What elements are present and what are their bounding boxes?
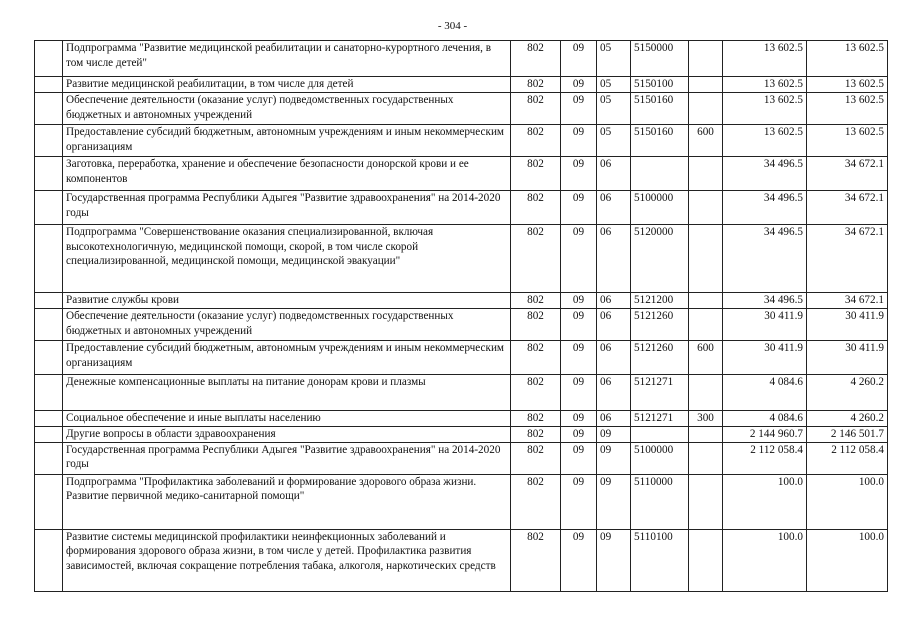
row-section-code: 09 (561, 125, 597, 157)
row-ved-code: 802 (511, 125, 561, 157)
table-row (35, 93, 888, 125)
row-ved-code: 802 (511, 427, 561, 443)
row-section-code: 09 (561, 341, 597, 375)
table-row (35, 375, 888, 411)
row-sum-year1: 34 496.5 (723, 293, 807, 309)
row-blank-cell (35, 157, 63, 191)
row-expense-type (689, 427, 723, 443)
row-blank-cell (35, 93, 63, 125)
row-blank-cell (35, 411, 63, 427)
row-sum-year1: 2 144 960.7 (723, 427, 807, 443)
table-row (35, 474, 888, 529)
row-target-article: 5121260 (631, 309, 689, 341)
row-name: Государственная программа Республики Адыгея "Развитие здравоохранения" на 2014-2020 годы (63, 442, 511, 474)
row-blank-cell (35, 77, 63, 93)
row-ved-code: 802 (511, 293, 561, 309)
row-expense-type (689, 41, 723, 77)
row-sum-year2: 34 672.1 (807, 191, 888, 225)
row-sum-year2: 4 260.2 (807, 375, 888, 411)
row-target-article: 5110100 (631, 529, 689, 591)
table-row (35, 427, 888, 443)
row-expense-type (689, 191, 723, 225)
row-sum-year2: 34 672.1 (807, 157, 888, 191)
row-expense-type: 300 (689, 411, 723, 427)
row-target-article (631, 157, 689, 191)
row-target-article: 5100000 (631, 442, 689, 474)
row-sum-year2: 34 672.1 (807, 225, 888, 293)
row-sum-year1: 13 602.5 (723, 41, 807, 77)
row-blank-cell (35, 191, 63, 225)
table-row (35, 191, 888, 225)
table-row (35, 225, 888, 293)
row-subsection-code: 05 (597, 125, 631, 157)
table-row (35, 293, 888, 309)
row-sum-year2: 2 146 501.7 (807, 427, 888, 443)
row-target-article: 5121200 (631, 293, 689, 309)
row-sum-year2: 2 112 058.4 (807, 442, 888, 474)
row-ved-code: 802 (511, 225, 561, 293)
row-subsection-code: 09 (597, 529, 631, 591)
row-ved-code: 802 (511, 375, 561, 411)
row-target-article: 5121260 (631, 341, 689, 375)
table-row (35, 341, 888, 375)
row-name: Предоставление субсидий бюджетным, автономным учреждениям и иным некоммерческим организациям (63, 341, 511, 375)
row-section-code: 09 (561, 411, 597, 427)
row-blank-cell (35, 41, 63, 77)
row-sum-year1: 13 602.5 (723, 77, 807, 93)
row-sum-year2: 30 411.9 (807, 309, 888, 341)
row-sum-year2: 13 602.5 (807, 41, 888, 77)
row-subsection-code: 06 (597, 411, 631, 427)
row-subsection-code: 06 (597, 157, 631, 191)
row-ved-code: 802 (511, 529, 561, 591)
budget-table (34, 40, 888, 592)
row-expense-type (689, 375, 723, 411)
row-sum-year1: 4 084.6 (723, 411, 807, 427)
row-sum-year2: 34 672.1 (807, 293, 888, 309)
row-section-code: 09 (561, 293, 597, 309)
row-expense-type (689, 93, 723, 125)
row-name: Подпрограмма "Профилактика заболеваний и формирование здорового образа жизни. Развитие первичной медико-санитарной помощи" (63, 474, 511, 529)
row-section-code: 09 (561, 225, 597, 293)
row-name: Подпрограмма "Развитие медицинской реабилитации и санаторно-курортного лечения, в том числе детей" (63, 41, 511, 77)
row-subsection-code: 05 (597, 93, 631, 125)
row-blank-cell (35, 529, 63, 591)
row-sum-year1: 34 496.5 (723, 157, 807, 191)
table-body (35, 41, 888, 592)
row-section-code: 09 (561, 427, 597, 443)
row-expense-type (689, 293, 723, 309)
row-section-code: 09 (561, 474, 597, 529)
row-blank-cell (35, 293, 63, 309)
row-target-article: 5121271 (631, 375, 689, 411)
table-row (35, 442, 888, 474)
page-number: - 304 - (437, 20, 468, 32)
row-section-code: 09 (561, 191, 597, 225)
row-sum-year2: 13 602.5 (807, 93, 888, 125)
row-name: Развитие системы медицинской профилактики неинфекционных заболеваний и формирования здорового образа жизни, в том числе у детей. Профилактика развития зависимостей, включая сокращение потребления табака, алкоголя, наркотических средств (63, 529, 511, 591)
row-target-article: 5150160 (631, 93, 689, 125)
row-subsection-code: 09 (597, 442, 631, 474)
row-ved-code: 802 (511, 442, 561, 474)
row-blank-cell (35, 442, 63, 474)
row-blank-cell (35, 225, 63, 293)
row-section-code: 09 (561, 375, 597, 411)
row-blank-cell (35, 375, 63, 411)
row-expense-type (689, 225, 723, 293)
table-row (35, 41, 888, 77)
row-name: Развитие медицинской реабилитации, в том числе для детей (63, 77, 511, 93)
row-name: Денежные компенсационные выплаты на питание донорам крови и плазмы (63, 375, 511, 411)
row-sum-year2: 30 411.9 (807, 341, 888, 375)
row-name: Социальное обеспечение и иные выплаты населению (63, 411, 511, 427)
row-name: Другие вопросы в области здравоохранения (63, 427, 511, 443)
row-ved-code: 802 (511, 474, 561, 529)
row-target-article: 5121271 (631, 411, 689, 427)
row-subsection-code: 06 (597, 225, 631, 293)
row-target-article: 5110000 (631, 474, 689, 529)
row-ved-code: 802 (511, 411, 561, 427)
row-sum-year2: 4 260.2 (807, 411, 888, 427)
row-expense-type (689, 474, 723, 529)
row-ved-code: 802 (511, 41, 561, 77)
row-expense-type (689, 442, 723, 474)
row-expense-type: 600 (689, 125, 723, 157)
row-subsection-code: 06 (597, 375, 631, 411)
row-section-code: 09 (561, 442, 597, 474)
row-sum-year1: 30 411.9 (723, 309, 807, 341)
row-name: Заготовка, переработка, хранение и обеспечение безопасности донорской крови и ее компонентов (63, 157, 511, 191)
row-name: Предоставление субсидий бюджетным, автономным учреждениям и иным некоммерческим организациям (63, 125, 511, 157)
row-ved-code: 802 (511, 341, 561, 375)
table-row (35, 411, 888, 427)
row-subsection-code: 06 (597, 191, 631, 225)
row-sum-year1: 100.0 (723, 529, 807, 591)
row-sum-year1: 13 602.5 (723, 125, 807, 157)
row-target-article: 5120000 (631, 225, 689, 293)
row-name: Подпрограмма "Совершенствование оказания специализированной, включая высокотехнологичную, медицинской помощи, скорой, в том числе скорой специализированной, медицинской помощи, медицинской эвакуации" (63, 225, 511, 293)
table-row (35, 529, 888, 591)
row-target-article: 5150160 (631, 125, 689, 157)
row-target-article: 5100000 (631, 191, 689, 225)
table-row (35, 77, 888, 93)
row-section-code: 09 (561, 157, 597, 191)
row-sum-year1: 34 496.5 (723, 225, 807, 293)
row-expense-type (689, 77, 723, 93)
row-subsection-code: 05 (597, 77, 631, 93)
row-sum-year1: 13 602.5 (723, 93, 807, 125)
row-blank-cell (35, 427, 63, 443)
row-ved-code: 802 (511, 309, 561, 341)
row-sum-year2: 100.0 (807, 529, 888, 591)
row-section-code: 09 (561, 529, 597, 591)
row-sum-year1: 30 411.9 (723, 341, 807, 375)
row-name: Обеспечение деятельности (оказание услуг) подведомственных государственных бюджетных и автономных учреждений (63, 309, 511, 341)
row-name: Развитие службы крови (63, 293, 511, 309)
row-name: Государственная программа Республики Адыгея "Развитие здравоохранения" на 2014-2020 годы (63, 191, 511, 225)
table-row (35, 157, 888, 191)
row-subsection-code: 05 (597, 41, 631, 77)
row-blank-cell (35, 341, 63, 375)
row-ved-code: 802 (511, 191, 561, 225)
row-blank-cell (35, 309, 63, 341)
row-expense-type (689, 309, 723, 341)
table-row (35, 309, 888, 341)
row-sum-year1: 100.0 (723, 474, 807, 529)
row-name: Обеспечение деятельности (оказание услуг) подведомственных государственных бюджетных и автономных учреждений (63, 93, 511, 125)
row-section-code: 09 (561, 41, 597, 77)
row-sum-year2: 13 602.5 (807, 77, 888, 93)
table-row (35, 125, 888, 157)
row-section-code: 09 (561, 309, 597, 341)
row-target-article: 5150100 (631, 77, 689, 93)
row-sum-year1: 2 112 058.4 (723, 442, 807, 474)
row-expense-type: 600 (689, 341, 723, 375)
row-subsection-code: 06 (597, 309, 631, 341)
row-sum-year1: 34 496.5 (723, 191, 807, 225)
row-subsection-code: 09 (597, 427, 631, 443)
row-blank-cell (35, 125, 63, 157)
row-expense-type (689, 157, 723, 191)
row-sum-year1: 4 084.6 (723, 375, 807, 411)
row-sum-year2: 100.0 (807, 474, 888, 529)
row-sum-year2: 13 602.5 (807, 125, 888, 157)
row-section-code: 09 (561, 77, 597, 93)
row-target-article (631, 427, 689, 443)
row-section-code: 09 (561, 93, 597, 125)
row-blank-cell (35, 474, 63, 529)
row-subsection-code: 06 (597, 293, 631, 309)
row-subsection-code: 09 (597, 474, 631, 529)
row-subsection-code: 06 (597, 341, 631, 375)
row-target-article: 5150000 (631, 41, 689, 77)
row-ved-code: 802 (511, 157, 561, 191)
row-expense-type (689, 529, 723, 591)
row-ved-code: 802 (511, 93, 561, 125)
row-ved-code: 802 (511, 77, 561, 93)
